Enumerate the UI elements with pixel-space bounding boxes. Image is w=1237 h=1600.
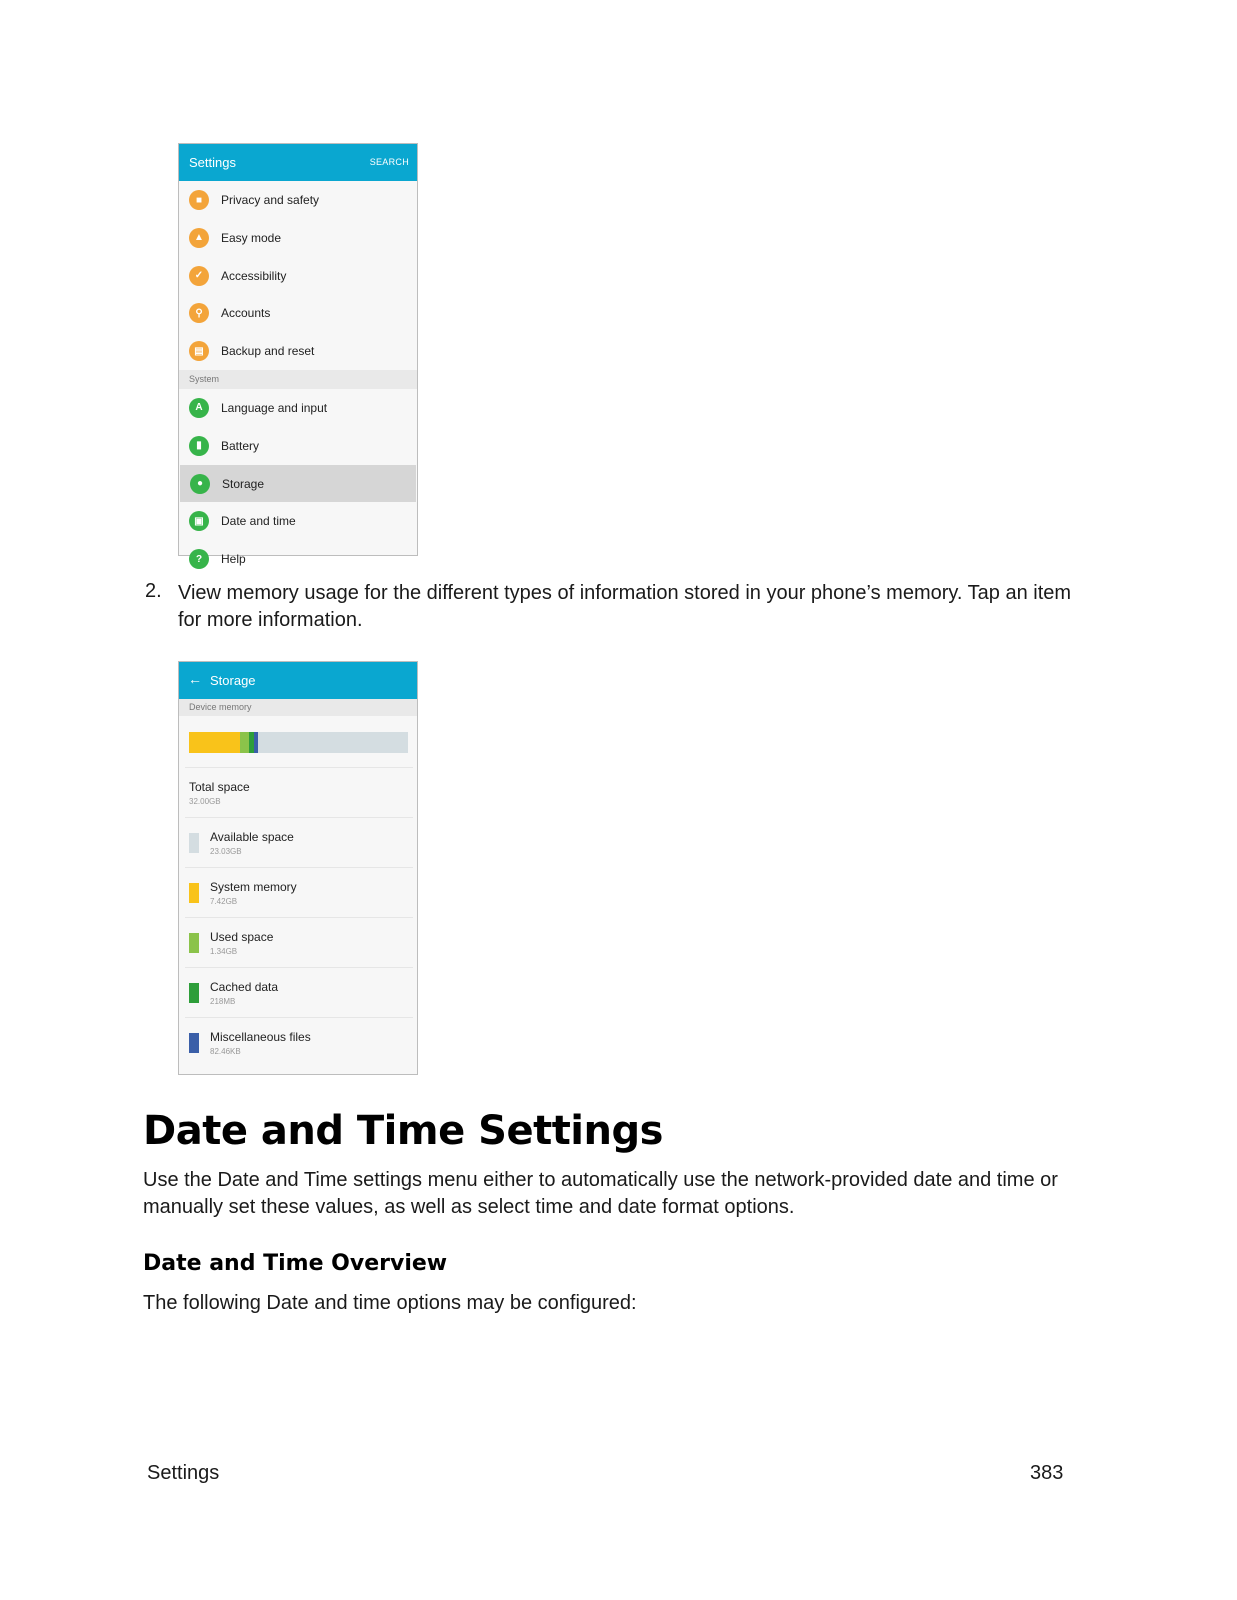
settings-item-label: Date and time xyxy=(221,514,296,529)
section-header-system: System xyxy=(179,370,417,389)
storage-row-value: 23.03GB xyxy=(210,847,242,856)
subsection-text: The following Date and time options may be configured: xyxy=(143,1292,637,1314)
settings-item-language[interactable] xyxy=(179,389,417,427)
device-memory-subheader: Device memory xyxy=(179,699,417,716)
usage-bar-segment xyxy=(240,732,249,753)
home-icon: ▲ xyxy=(189,228,209,248)
hand-icon: ✓ xyxy=(189,266,209,286)
settings-item-label: Storage xyxy=(222,476,265,491)
storage-row-value: 7.42GB xyxy=(210,897,238,906)
color-swatch xyxy=(189,983,199,1003)
usage-bar-segment xyxy=(189,732,240,753)
storage-row-system-memory[interactable] xyxy=(185,867,413,918)
settings-header xyxy=(179,144,417,181)
storage-row-value: 1.34GB xyxy=(210,947,238,956)
step-text: View memory usage for the different types of information stored in your phone’s memory. Tap an item for more information. xyxy=(178,582,1072,631)
storage-row-value: 218MB xyxy=(210,997,236,1006)
settings-item-storage[interactable] xyxy=(180,465,416,503)
settings-item-date-time[interactable] xyxy=(179,502,417,540)
settings-item-label: Easy mode xyxy=(221,230,282,245)
settings-item-easy-mode[interactable] xyxy=(179,219,417,257)
help-icon: ? xyxy=(189,549,209,569)
total-space-label: Total space xyxy=(189,780,250,794)
storage-usage-bar xyxy=(189,732,408,753)
settings-item-label: Backup and reset xyxy=(221,344,315,359)
settings-item-accessibility[interactable] xyxy=(179,257,417,295)
settings-item-accounts[interactable] xyxy=(179,294,417,332)
settings-title: Settings xyxy=(189,155,236,170)
settings-item-label: Battery xyxy=(221,438,260,453)
subsection-title: Date and Time Overview xyxy=(143,1251,448,1276)
back-arrow-icon[interactable]: ← xyxy=(188,671,202,687)
storage-row-name: System memory xyxy=(210,880,297,894)
storage-row-name: Miscellaneous files xyxy=(210,1030,311,1044)
search-button[interactable]: SEARCH xyxy=(369,157,409,167)
storage-row-name: Used space xyxy=(210,930,274,944)
lock-icon: ■ xyxy=(189,190,209,210)
settings-screenshot xyxy=(178,143,418,567)
settings-item-backup[interactable] xyxy=(179,332,417,370)
storage-row-name: Available space xyxy=(210,830,294,844)
section-intro: Use the Date and Time settings menu either to automatically use the network-provided date and time or manually set these values, as well as select time and date format options. xyxy=(143,1169,1058,1218)
step-number: 2. xyxy=(145,580,162,602)
total-space-row[interactable] xyxy=(185,767,413,818)
section-title: Date and Time Settings xyxy=(143,1108,663,1154)
settings-item-privacy[interactable] xyxy=(179,181,417,219)
storage-icon: ● xyxy=(190,474,210,494)
settings-item-label: Accessibility xyxy=(221,268,287,283)
settings-item-label: Accounts xyxy=(221,306,271,321)
language-icon: A xyxy=(189,398,209,418)
storage-row-used-space[interactable] xyxy=(185,917,413,968)
storage-title: Storage xyxy=(210,673,256,688)
settings-item-label: Privacy and safety xyxy=(221,193,320,207)
settings-item-label: Language and input xyxy=(221,400,328,415)
storage-header xyxy=(179,662,417,699)
footer-section-name: Settings xyxy=(147,1462,220,1484)
settings-item-label: Help xyxy=(221,552,246,567)
storage-screenshot xyxy=(178,661,418,1075)
storage-row-available[interactable] xyxy=(185,817,413,868)
backup-icon: ▤ xyxy=(189,341,209,361)
total-space-value: 32.00GB xyxy=(189,797,221,806)
page-number: 383 xyxy=(1030,1462,1064,1484)
settings-item-help[interactable] xyxy=(179,540,417,578)
calendar-icon: ▣ xyxy=(189,511,209,531)
settings-item-battery[interactable] xyxy=(179,427,417,465)
key-icon: ⚲ xyxy=(189,303,209,323)
storage-row-cached-data[interactable] xyxy=(185,967,413,1018)
color-swatch xyxy=(189,933,199,953)
storage-row-misc-files[interactable] xyxy=(185,1017,413,1068)
usage-bar-segment xyxy=(254,732,258,753)
storage-row-name: Cached data xyxy=(210,980,279,994)
color-swatch xyxy=(189,883,199,903)
battery-icon: ▮ xyxy=(189,436,209,456)
storage-row-value: 82.46KB xyxy=(210,1047,241,1056)
color-swatch xyxy=(189,1033,199,1053)
color-swatch xyxy=(189,833,199,853)
